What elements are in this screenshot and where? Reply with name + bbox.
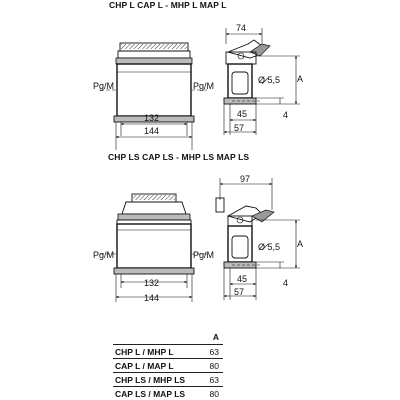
row-name: CAP L / MAP L [115, 360, 174, 371]
dim-height-a-top: A [297, 74, 304, 84]
dim-base-outer-top: 57 [234, 123, 245, 133]
dim-outer-width-top: 144 [144, 126, 160, 136]
title-bottom-variant: CHP LS CAP LS - MHP LS MAP LS [108, 152, 250, 162]
dim-base-top: 45 [237, 109, 248, 119]
dim-height-a-bottom: A [297, 239, 304, 249]
dim-hole-top: Ø 5,5 [258, 75, 281, 85]
row-value: 63 [209, 346, 219, 357]
table-row [113, 386, 223, 400]
dim-offset-top: 4 [283, 110, 289, 120]
row-value: 63 [209, 374, 219, 385]
table-row [113, 344, 223, 358]
row-name: CHP L / MHP L [115, 346, 174, 357]
dim-inner-width-top: 132 [144, 113, 160, 123]
row-name: CAP LS / MAP LS [115, 388, 186, 399]
dim-inner-width-bottom: 132 [144, 278, 160, 288]
pg-label-right-bottom: Pg/M [193, 250, 215, 260]
table-row [113, 372, 223, 386]
dim-offset-bottom: 4 [283, 278, 289, 288]
pg-label-left-bottom: Pg/M [93, 250, 115, 260]
table-header-a: A [212, 332, 219, 342]
row-value: 80 [209, 360, 219, 371]
dim-base-outer-bottom: 57 [234, 287, 245, 297]
row-name: CHP LS / MHP LS [115, 374, 186, 385]
dim-side-width-top: 74 [236, 23, 247, 33]
table-header [113, 332, 223, 344]
dim-side-width-bottom: 97 [240, 174, 251, 184]
pg-label-left-top: Pg/M [93, 81, 115, 91]
dim-hole-bottom: Ø 5,5 [258, 242, 281, 252]
dim-base-bottom: 45 [237, 274, 248, 284]
table-row [113, 358, 223, 372]
title-top-variant: CHP L CAP L - MHP L MAP L [109, 0, 227, 10]
dim-outer-width-bottom: 144 [144, 293, 160, 303]
row-value: 80 [209, 388, 219, 399]
pg-label-right-top: Pg/M [193, 81, 215, 91]
dimension-table [113, 332, 223, 400]
